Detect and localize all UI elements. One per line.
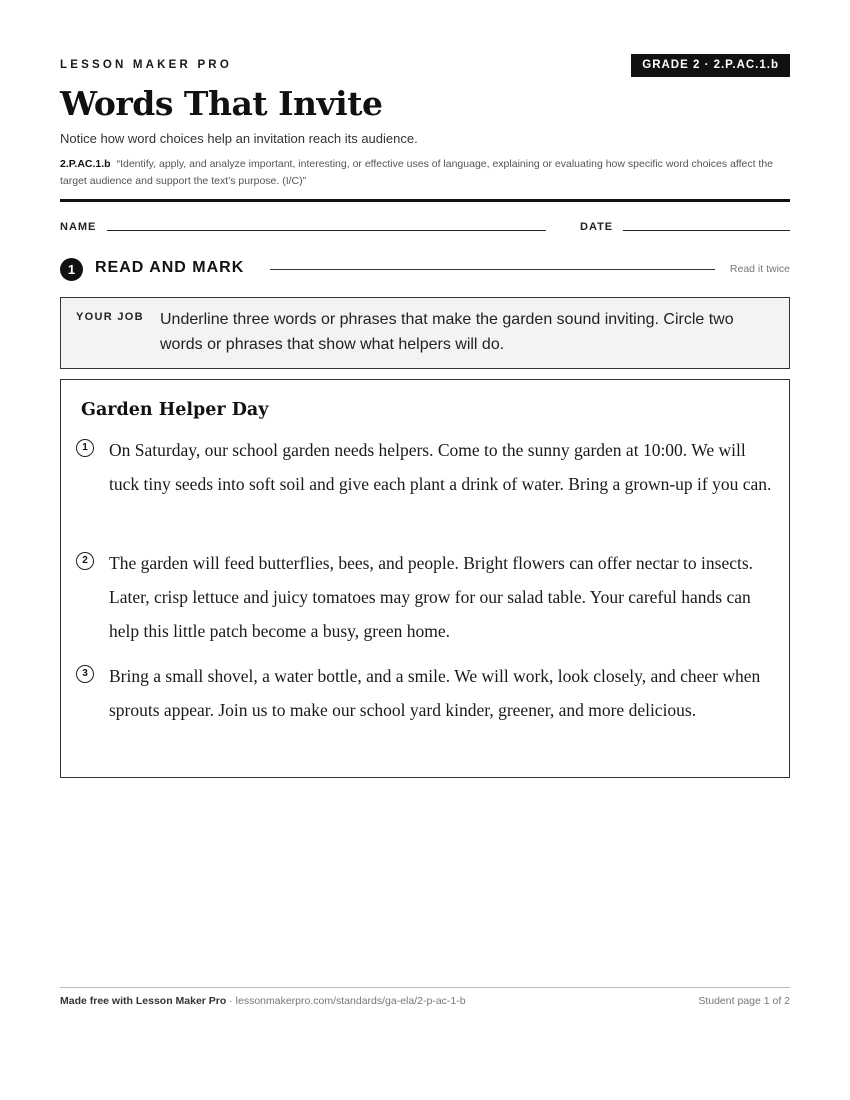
paragraph-text: The garden will feed butterflies, bees, and people. Bright flowers can offer nectar to insects. Later, crisp lettuce and juicy tomatoes may grow for our salad table. Your careful hands can help this little patch become a busy, green home. [109,553,754,641]
task-label: YOUR JOB [76,311,144,323]
section-rule [270,269,715,270]
paragraph-number-badge: 1 [76,439,94,457]
standard-description [60,156,790,189]
date-label: DATE [580,221,614,233]
paragraph-number-badge: 2 [76,552,94,570]
worksheet-page [60,0,790,1100]
passage-title: Garden Helper Day [81,400,269,420]
section-title: READ AND MARK [95,259,245,276]
footer-url: · lessonmakerpro.com/standards/ga-ela/2-p-ac-1-b [226,995,466,1007]
page-subtitle: Notice how word choices help an invitation reach its audience. [60,131,418,146]
section-number-badge: 1 [60,258,83,281]
reading-passage [60,379,790,778]
footer-divider [60,987,790,988]
standard-code: 2.P.AC.1.b [60,158,111,170]
paragraph-number-badge: 3 [76,665,94,683]
paragraph-text: Bring a small shovel, a water bottle, and a smile. We will work, look closely, and cheer when sprouts appear. Join us to make our school yard kinder, greener, and more delicious. [109,666,761,720]
grade-badge: GRADE 2 · 2.P.AC.1.b [631,54,790,77]
brand-name: LESSON MAKER PRO [60,59,232,71]
header-divider [60,199,790,202]
section-note: Read it twice [729,263,790,275]
task-instructions: Underline three words or phrases that make the garden sound inviting. Circle two words or phrases that show what helpers will do. [160,311,734,353]
date-field-line[interactable] [623,230,790,231]
footer-page-number: Student page 1 of 2 [698,995,790,1007]
name-label: NAME [60,221,97,233]
name-field-line[interactable] [107,230,546,231]
standard-text: “Identify, apply, and analyze important, interesting, or effective uses of language, explaining or evaluating how specific word choices affect the target audience and support the text’s purpose. (I/C)” [60,158,774,187]
page-title: Words That Invite [60,84,383,123]
footer-made-with: Made free with Lesson Maker Pro [60,995,227,1007]
task-box [60,297,790,369]
footer-credit [60,995,466,1007]
paragraph-text: On Saturday, our school garden needs helpers. Come to the sunny garden at 10:00. We will tuck tiny seeds into soft soil and give each plant a drink of water. Bring a grown-up if you can. [109,440,772,494]
